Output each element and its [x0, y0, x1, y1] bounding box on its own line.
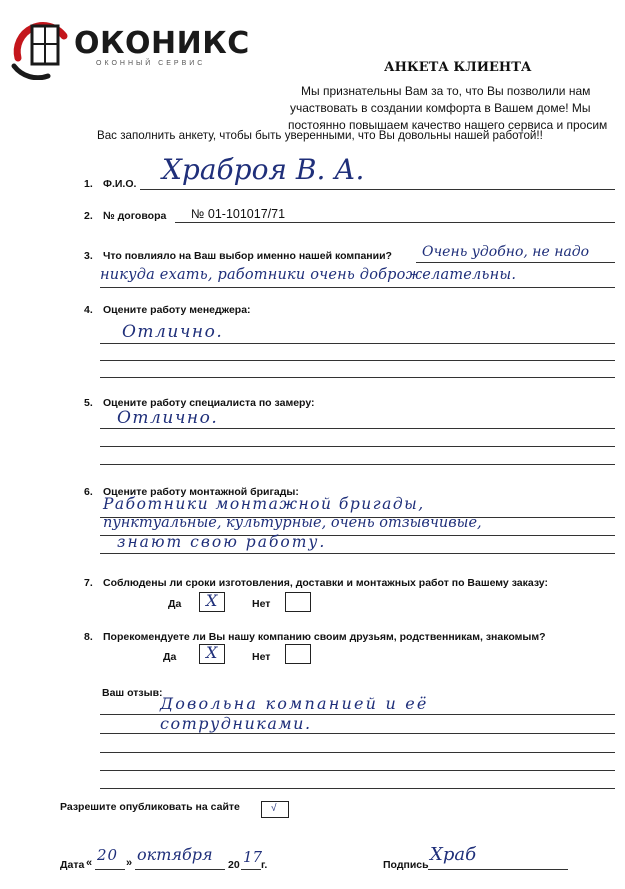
q7-yes-checkbox[interactable] [199, 592, 225, 612]
q8-label: Порекомендуете ли Вы нашу компанию своим друзьям, родственникам, знакомым? [103, 631, 546, 643]
q1-line [140, 189, 615, 190]
q7-number: 7. [84, 577, 93, 589]
q5-line-3 [100, 464, 615, 465]
q5-number: 5. [84, 397, 93, 409]
date-close-quote: » [126, 857, 133, 869]
review-answer-line-1[interactable]: Довольна компанией и её [160, 694, 429, 713]
q8-yes-label: Да [163, 651, 177, 663]
review-line-4 [100, 770, 615, 771]
date-month-line [135, 869, 225, 870]
q7-yes-mark: X [206, 591, 218, 610]
q7-label: Соблюдены ли сроки изготовления, доставки и монтажных работ по Вашему заказу: [103, 577, 548, 589]
q3-number: 3. [84, 250, 93, 262]
form-title: АНКЕТА КЛИЕНТА [384, 60, 532, 75]
q7-no-checkbox[interactable] [285, 592, 311, 612]
q3-line-2 [100, 287, 615, 288]
review-line-5 [100, 788, 615, 789]
date-suffix: г. [261, 859, 268, 871]
intro-line-2: участвовать в создании комфорта в Вашем доме! Мы [290, 101, 591, 115]
date-day-line [95, 869, 125, 870]
q4-label: Оцените работу менеджера: [103, 304, 251, 316]
q3-answer-line-1[interactable]: Очень удобно, не надо [422, 244, 590, 260]
review-line-3 [100, 752, 615, 753]
signature-line [428, 869, 568, 870]
date-year-line [241, 869, 261, 870]
publish-mark: √ [271, 803, 277, 814]
q3-line-1 [416, 262, 615, 263]
review-label: Ваш отзыв: [102, 687, 163, 699]
q5-label: Оцените работу специалиста по замеру: [103, 397, 315, 409]
q8-yes-checkbox[interactable] [199, 644, 225, 664]
q1-number: 1. [84, 178, 93, 190]
q2-answer[interactable]: № 01-101017/71 [191, 207, 286, 221]
window-logo-icon [8, 14, 74, 80]
publish-checkbox[interactable] [261, 801, 289, 818]
intro-line-4: Вас заполнить анкету, чтобы быть уверенными, что Вы довольны нашей работой!! [97, 129, 543, 142]
q4-answer[interactable]: Отлично. [122, 322, 224, 342]
q2-number: 2. [84, 210, 93, 222]
q5-line-1 [100, 428, 615, 429]
logo-tagline: ОКОННЫЙ СЕРВИС [96, 60, 206, 67]
date-year-prefix: 20 [228, 859, 240, 871]
logo-name: ОКОНИКС [74, 26, 250, 61]
q1-label: Ф.И.О. [103, 178, 137, 190]
date-label: Дата [60, 859, 85, 871]
q6-answer-line-2[interactable]: пунктуальные, культурные, очень отзывчивые, [103, 515, 482, 531]
q2-label: № договора [103, 210, 167, 222]
q2-line [175, 222, 615, 223]
publish-label: Разрешите опубликовать на сайте [60, 801, 240, 813]
q8-yes-mark: X [206, 643, 218, 662]
q3-answer-line-2[interactable]: никуда ехать, работники очень доброжелательны. [100, 267, 517, 283]
date-year-suffix[interactable]: 17 [243, 848, 263, 866]
q6-number: 6. [84, 486, 93, 498]
q6-answer-line-1[interactable]: Работники монтажной бригады, [103, 495, 425, 513]
q4-line-3 [100, 377, 615, 378]
date-open-quote: « [86, 857, 93, 869]
q8-number: 8. [84, 631, 93, 643]
q7-no-label: Нет [252, 598, 271, 610]
q8-no-checkbox[interactable] [285, 644, 311, 664]
q6-label: Оцените работу монтажной бригады: [103, 486, 299, 498]
q5-answer[interactable]: Отлично. [117, 408, 219, 428]
date-day[interactable]: 20 [97, 846, 119, 864]
q6-line-3 [100, 553, 615, 554]
q3-label: Что повлияло на Ваш выбор именно нашей компании? [103, 250, 392, 262]
q6-answer-line-3[interactable]: знают свою работу. [117, 533, 327, 551]
q4-line-1 [100, 343, 615, 344]
q5-line-2 [100, 446, 615, 447]
signature-value[interactable]: Храб [430, 844, 477, 865]
date-month[interactable]: октября [137, 845, 213, 864]
review-line-2 [100, 733, 615, 734]
intro-line-1: Мы признательны Вам за то, что Вы позволили нам [301, 84, 591, 98]
intro-line-3: постоянно повышаем качество нашего сервиса и просим [288, 118, 608, 132]
q4-line-2 [100, 360, 615, 361]
review-answer-line-2[interactable]: сотрудниками. [160, 714, 312, 733]
signature-label: Подпись [383, 859, 429, 871]
q7-yes-label: Да [168, 598, 182, 610]
logo [8, 14, 268, 80]
q4-number: 4. [84, 304, 93, 316]
q8-no-label: Нет [252, 651, 271, 663]
q1-answer[interactable]: Храброя В. А. [162, 153, 365, 186]
